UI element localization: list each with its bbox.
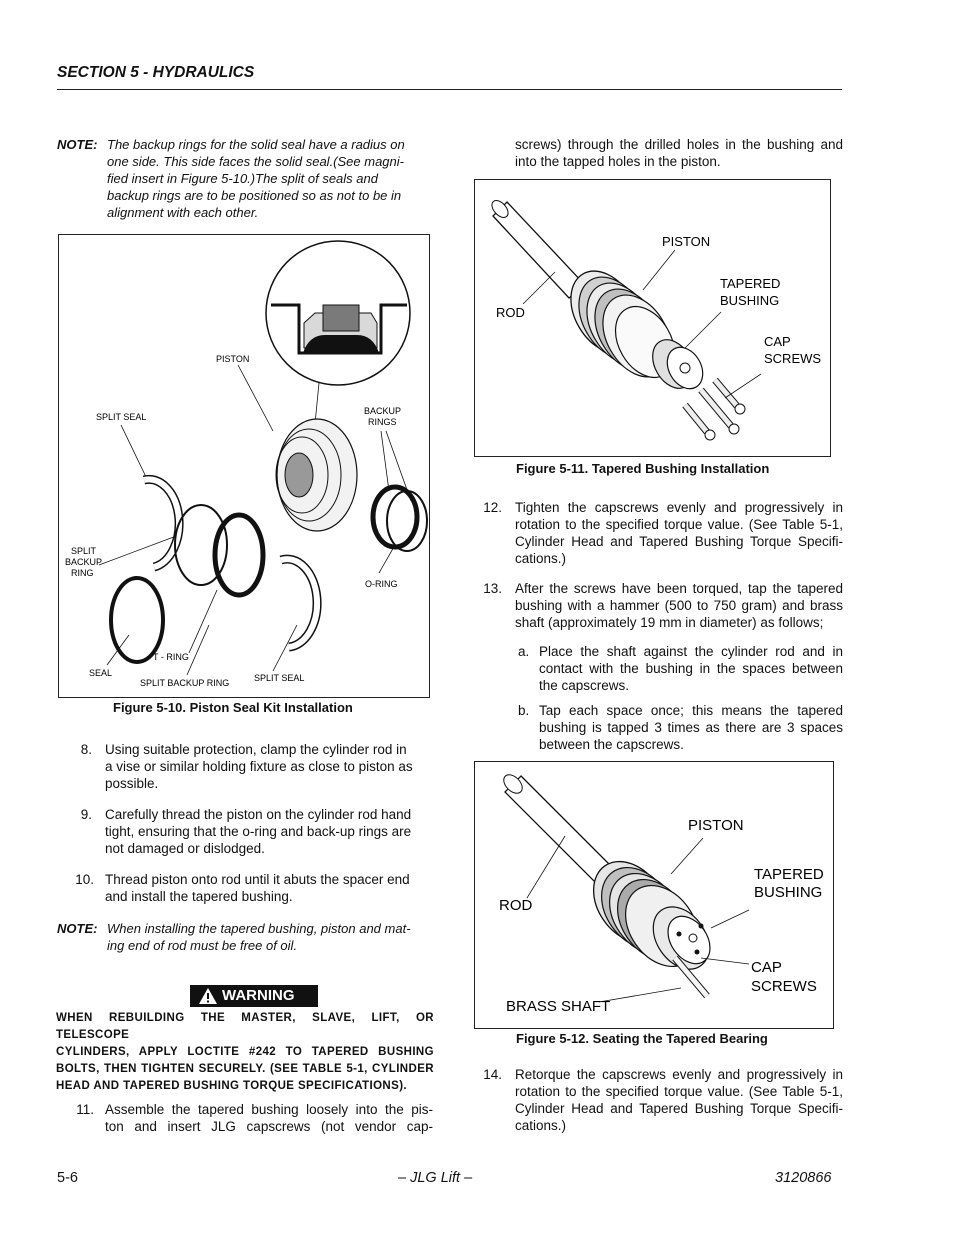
step-line: Using suitable protection, clamp the cylinder rod in (105, 742, 407, 757)
label-cap: CAP (764, 334, 791, 349)
substep-letter: b. (518, 703, 530, 718)
step-line: rotation to the specified torque value. (See Table 5-1, (515, 1084, 843, 1099)
warning-badge (190, 985, 318, 1007)
label-screws: SCREWS (751, 978, 817, 995)
label-piston: PISTON (688, 817, 744, 834)
tapered-bushing-illustration (475, 180, 830, 456)
step-11-text (105, 1101, 433, 1135)
figure-5-11-caption: Figure 5-11. Tapered Bushing Installation (516, 461, 770, 476)
label-split-backup-ring: SPLIT BACKUP RING (140, 678, 230, 688)
note-line: When installing the tapered bushing, piston and mat- (107, 921, 411, 936)
label-rod: ROD (496, 305, 525, 320)
step-number: 9. (80, 807, 92, 822)
header-rule (57, 89, 842, 90)
step-8-text (105, 741, 433, 792)
t-ring-part (215, 515, 263, 595)
rod-part (505, 776, 615, 886)
note-label: NOTE: (57, 137, 98, 152)
warning-line: WHEN REBUILDING THE MASTER, SLAVE, LIFT, OR TELESCOPE (56, 1012, 434, 1041)
step-number: 12. (483, 500, 502, 515)
step-line: Cylinder Head and Tapered Bushing Torque Specifi- (515, 534, 843, 549)
figure-5-10-caption: Figure 5-10. Piston Seal Kit Installation (113, 700, 353, 715)
step-line: cations.) (515, 551, 567, 566)
label-cap: CAP (751, 959, 782, 976)
doc-number: 3120866 (775, 1170, 832, 1186)
step-line: shaft (approximately 19 mm in diameter) as follows; (515, 615, 824, 630)
figure-5-12-caption: Figure 5-12. Seating the Tapered Bearing (516, 1031, 768, 1046)
label-backup-rings: BACKUP (364, 406, 402, 416)
label-t-ring: T - RING (153, 652, 189, 662)
step-line: into the tapped holes in the piston. (515, 154, 721, 169)
step-14-text (515, 1066, 843, 1134)
note-line: backup rings are to be positioned so as not to be in (107, 188, 402, 203)
label-brass-shaft: BRASS SHAFT (506, 998, 611, 1015)
step-line: possible. (105, 776, 159, 791)
label-backup-rings-2: RINGS (368, 417, 397, 427)
step-line: contact with the bushing in the spaces between (539, 661, 843, 676)
step-line: a vise or similar holding fixture as close to piston as (105, 759, 413, 774)
label-split-backup-2: BACKUP (65, 557, 103, 567)
step-line: bushing with a hammer (500 to 750 gram) and brass (515, 598, 843, 613)
step-line: the capscrews. (539, 678, 630, 693)
step-number: 13. (483, 581, 502, 596)
step-line: ton and insert JLG capscrews (not vendor cap- (105, 1119, 433, 1134)
figure-5-12 (474, 761, 834, 1029)
substep-letter: a. (518, 644, 530, 659)
substep-b-text (539, 702, 843, 753)
step-line: Carefully thread the piston on the cylinder rod hand (105, 807, 412, 822)
label-tapered: TAPERED (720, 276, 781, 291)
warning-triangle-icon (198, 987, 218, 1005)
step-line: Tap each space once; this means the tapered (539, 703, 843, 718)
label-split-backup-3: RING (71, 568, 94, 578)
step-line: Retorque the capscrews evenly and progressively in (515, 1067, 843, 1082)
note-body (107, 920, 433, 954)
capscrews-part (685, 380, 745, 440)
seating-tapered-bearing-illustration (475, 762, 833, 1028)
step-line: Place the shaft against the cylinder rod and in (539, 644, 843, 659)
note-line: one side. This side faces the solid seal.(See magni- (107, 154, 404, 169)
step-line: and install the tapered bushing. (105, 889, 293, 904)
step-number: 8. (80, 742, 92, 757)
footer-center: – JLG Lift – (398, 1170, 473, 1186)
step-line: Tighten the capscrews evenly and progressively in (515, 500, 843, 515)
note-label: NOTE: (57, 921, 98, 936)
step-number: 11. (76, 1102, 94, 1117)
seal-part (111, 578, 163, 662)
label-split-backup: SPLIT (71, 546, 97, 556)
step-line: tight, ensuring that the o-ring and back-up rings are (105, 824, 412, 839)
warning-line: HEAD AND TAPERED BUSHING TORQUE SPECIFICATIONS). (56, 1080, 408, 1092)
note-line: ing end of rod must be free of oil. (107, 938, 298, 953)
substep-a-text (539, 643, 843, 694)
step-line: Thread piston onto rod until it abuts the spacer end (105, 872, 410, 887)
seal-cross-section (323, 305, 359, 331)
step-number: 14. (483, 1067, 502, 1082)
step-11-continuation (515, 136, 843, 170)
label-screws: SCREWS (764, 351, 822, 366)
step-13-text (515, 580, 843, 631)
label-seal: SEAL (89, 668, 113, 678)
step-line: Assemble the tapered bushing loosely into the pis- (105, 1102, 433, 1117)
warning-line: CYLINDERS, APPLY LOCTITE #242 TO TAPERED BUSHING (56, 1046, 434, 1058)
note-line: alignment with each other. (107, 205, 259, 220)
t-ring-cross-section (303, 335, 379, 353)
label-piston: PISTON (216, 354, 250, 364)
figure-5-11 (474, 179, 831, 457)
step-line: rotation to the specified torque value. (See Table 5-1, (515, 517, 843, 532)
step-10-text (105, 871, 433, 905)
step-line: After the screws have been torqued, tap the tapered (515, 581, 843, 596)
label-bushing: BUSHING (720, 293, 780, 308)
step-9-text (105, 806, 433, 857)
step-line: cations.) (515, 1118, 567, 1133)
label-tapered: TAPERED (754, 866, 824, 883)
note-body (107, 136, 433, 221)
warning-label: WARNING (222, 987, 295, 1004)
page-number: 5-6 (57, 1170, 78, 1186)
figure-5-10 (58, 234, 430, 698)
step-line: between the capscrews. (539, 737, 684, 752)
step-line: screws) through the drilled holes in the bushing and (515, 137, 843, 152)
step-line: bushing is tapped 3 times as there are 3 spaces (539, 720, 843, 735)
section-title: SECTION 5 - HYDRAULICS (57, 64, 255, 81)
step-12-text (515, 499, 843, 567)
step-line: not damaged or dislodged. (105, 841, 265, 856)
label-rod: ROD (499, 897, 533, 914)
label-o-ring: O-RING (365, 579, 398, 589)
label-split-seal: SPLIT SEAL (96, 412, 147, 422)
note-line: fied insert in Figure 5-10.)The split of seals and (107, 171, 378, 186)
warning-line: BOLTS, THEN TIGHTEN SECURELY. (SEE TABLE 5-1, CYLINDER (56, 1063, 434, 1075)
step-line: Cylinder Head and Tapered Bushing Torque Specifi- (515, 1101, 843, 1116)
step-number: 10. (75, 872, 94, 887)
piston-seal-kit-illustration (59, 235, 429, 697)
warning-text (56, 1010, 434, 1095)
label-split-seal-bottom: SPLIT SEAL (254, 673, 305, 683)
label-bushing: BUSHING (754, 884, 823, 901)
label-piston: PISTON (662, 234, 711, 249)
note-line: The backup rings for the solid seal have a radius on (107, 137, 405, 152)
